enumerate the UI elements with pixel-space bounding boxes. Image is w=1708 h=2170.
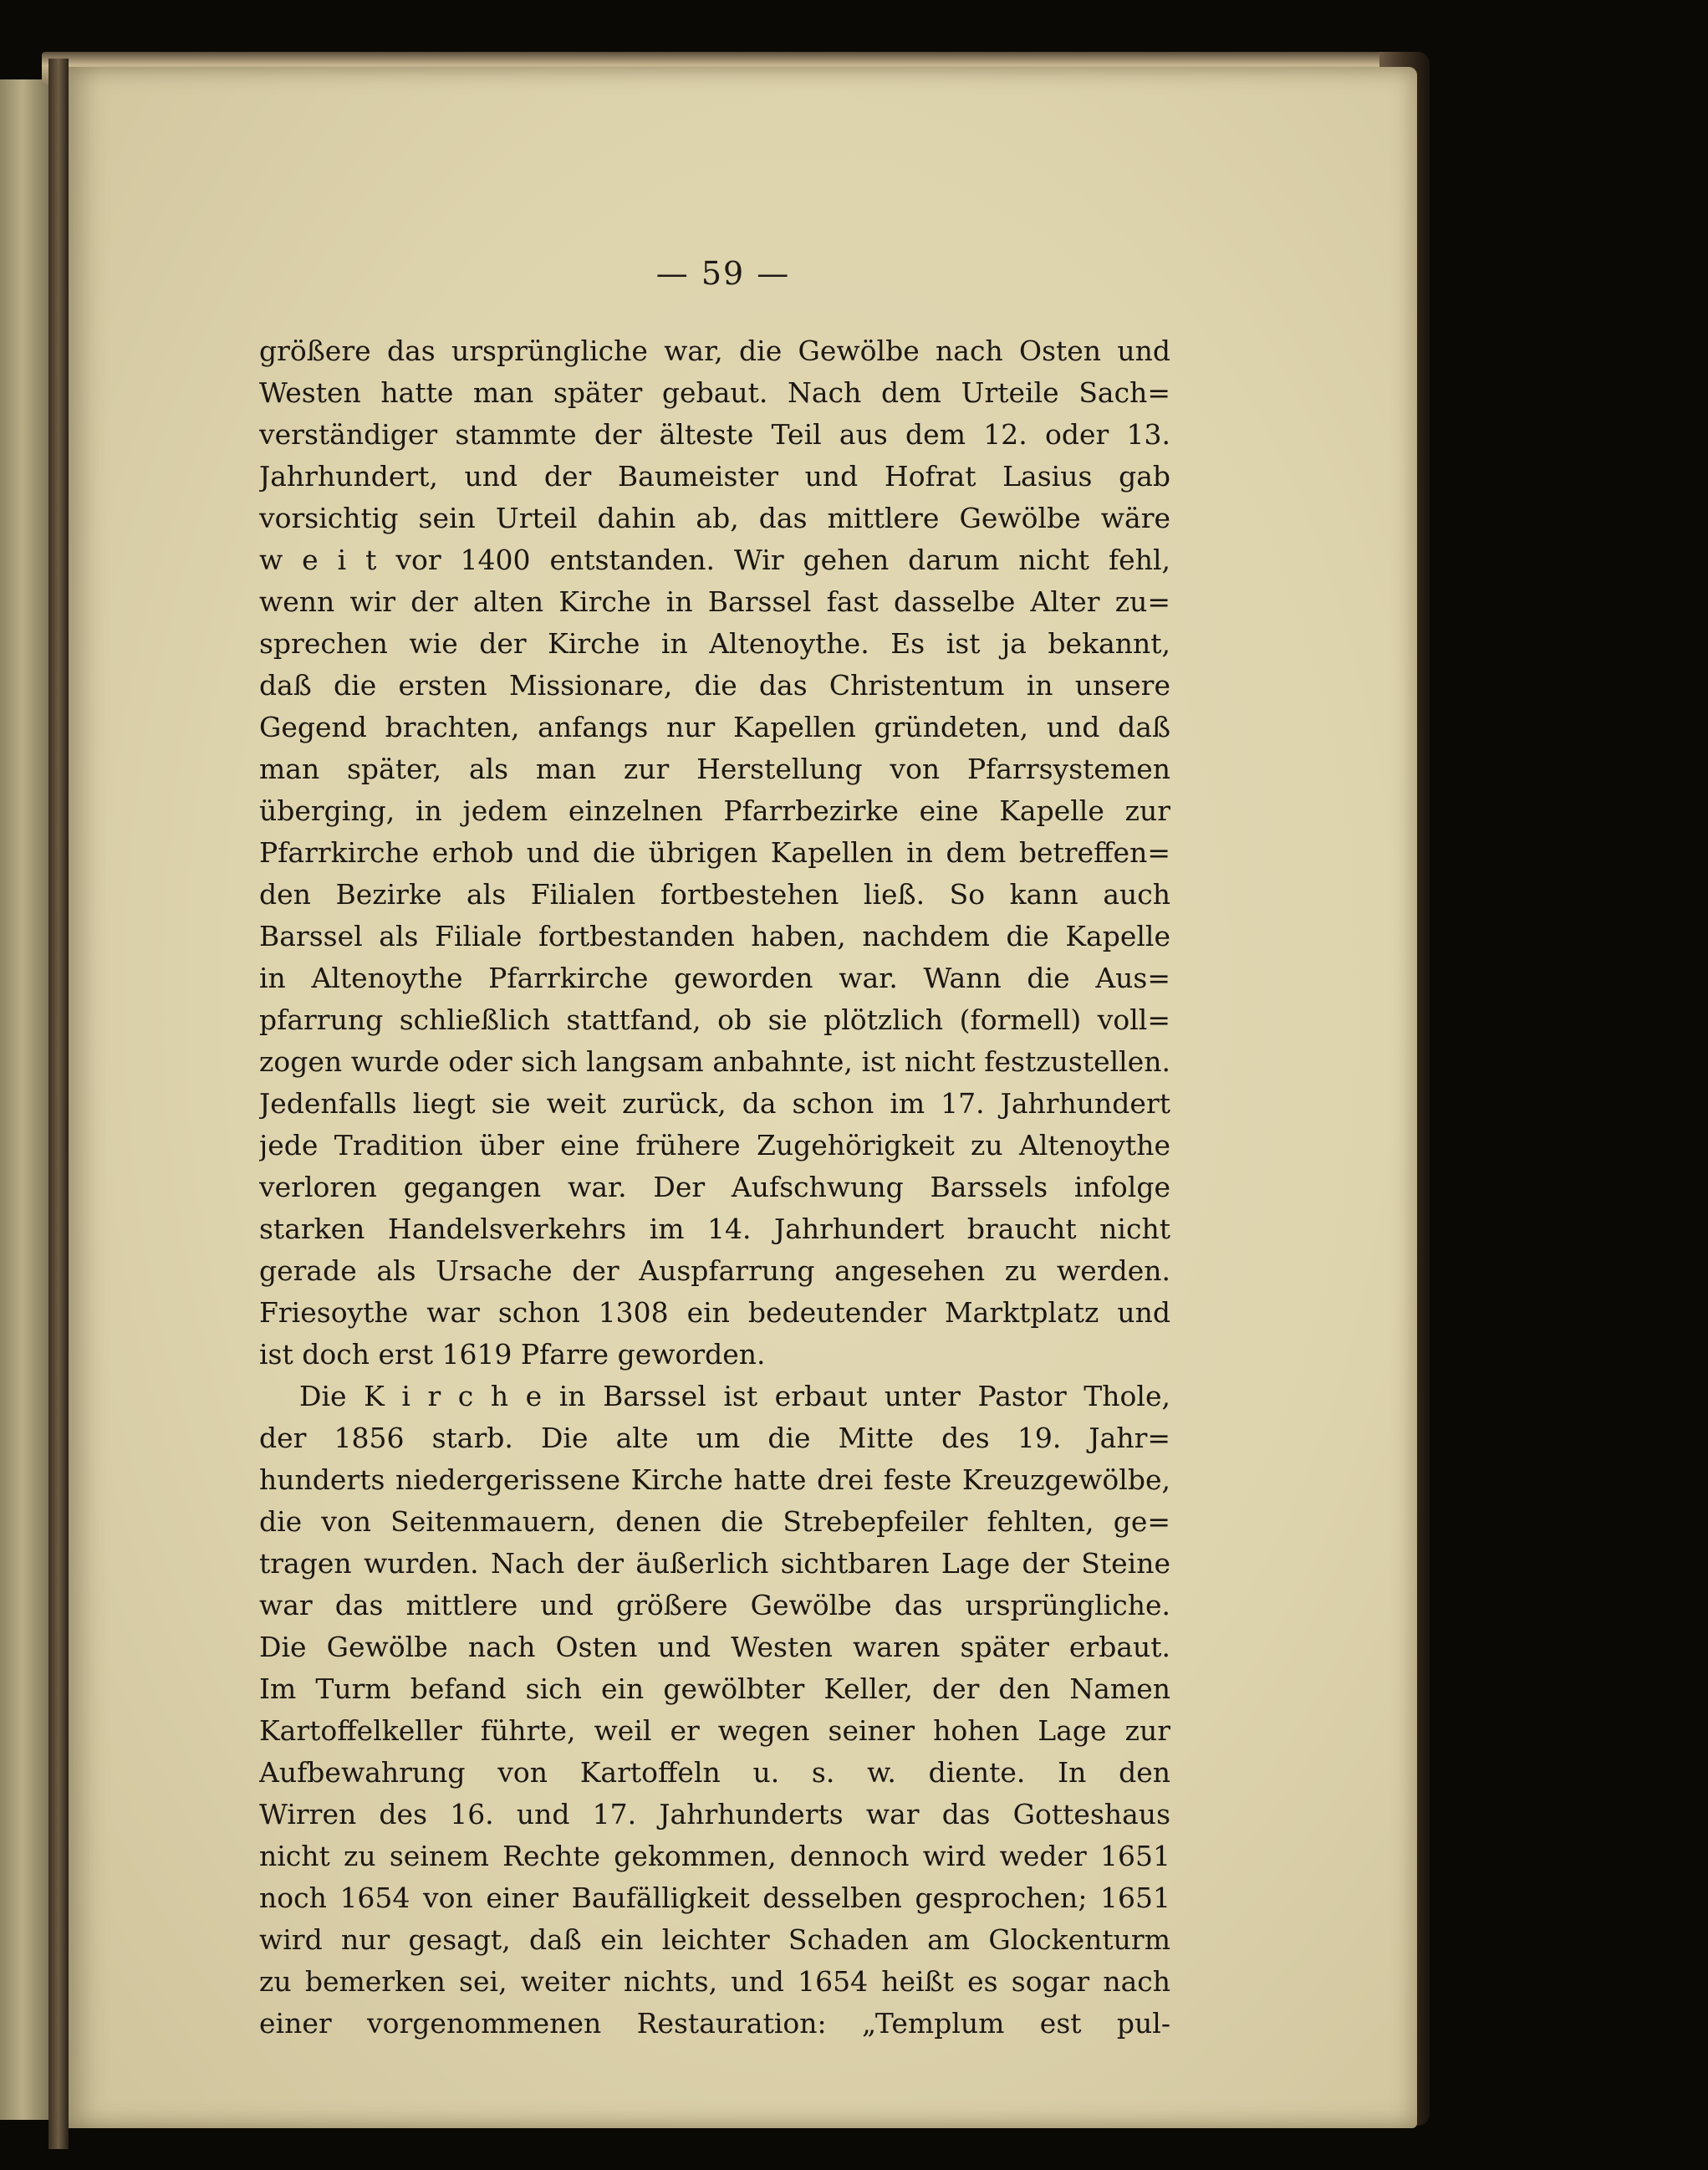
text-line: nicht zu seinem Rechte gekommen, dennoch wird weder 1651	[259, 1840, 1170, 1872]
text-line: der 1856 starb. Die alte um die Mitte des 19. Jahr=	[259, 1422, 1170, 1454]
text-line: größere das ursprüngliche war, die Gewölbe nach Osten und	[259, 334, 1170, 367]
text-line: gerade als Ursache der Auspfarrung angesehen zu werden.	[259, 1254, 1170, 1287]
text-line: daß die ersten Missionare, die das Christentum in unsere	[259, 669, 1170, 702]
text-line: verständiger stammte der älteste Teil aus dem 12. oder 13.	[259, 418, 1170, 451]
text-line: war das mittlere und größere Gewölbe das ursprüngliche.	[259, 1589, 1170, 1621]
text-line: Barssel als Filiale fortbestanden haben, nachdem die Kapelle	[259, 920, 1170, 952]
text-line: Westen hatte man später gebaut. Nach dem Urteile Sach=	[259, 376, 1170, 409]
text-line: Aufbewahrung von Kartoffeln u. s. w. diente. In den	[259, 1756, 1170, 1789]
text-line: noch 1654 von einer Baufälligkeit desselben gesprochen; 1651	[259, 1882, 1170, 1914]
paragraph-start-line: Die K i r c h e in Barssel ist erbaut unter Pastor Thole,	[299, 1380, 1170, 1412]
text-line: tragen wurden. Nach der äußerlich sichtbaren Lage der Steine	[259, 1547, 1170, 1580]
page-number: — 59 —	[655, 255, 791, 292]
text-line: einer vorgenommenen Restauration: „Templum est pul-	[259, 2007, 1170, 2040]
text-line: sprechen wie der Kirche in Altenoythe. Es ist ja bekannt,	[259, 627, 1170, 660]
text-line: die von Seitenmauern, denen die Strebepfeiler fehlten, ge=	[259, 1505, 1170, 1538]
text-line: wird nur gesagt, daß ein leichter Schaden am Glockenturm	[259, 1923, 1170, 1956]
text-line: Jedenfalls liegt sie weit zurück, da schon im 17. Jahrhundert	[259, 1087, 1170, 1120]
text-line: Kartoffelkeller führte, weil er wegen seiner hohen Lage zur	[259, 1714, 1170, 1747]
text-line: Die Gewölbe nach Osten und Westen waren später erbaut.	[259, 1631, 1170, 1663]
text-line: jede Tradition über eine frühere Zugehörigkeit zu Altenoythe	[259, 1129, 1170, 1162]
text-line: zu bemerken sei, weiter nichts, und 1654 heißt es sogar nach	[259, 1965, 1170, 1998]
text-line: Pfarrkirche erhob und die übrigen Kapellen in dem betreffen=	[259, 836, 1170, 869]
text-line: w e i t vor 1400 entstanden. Wir gehen darum nicht fehl,	[259, 544, 1170, 576]
text-line: Wirren des 16. und 17. Jahrhunderts war das Gotteshaus	[259, 1798, 1170, 1830]
text-line: hunderts niedergerissene Kirche hatte drei feste Kreuzgewölbe,	[259, 1463, 1170, 1496]
body-text	[259, 330, 1170, 2045]
book-spine	[48, 59, 69, 2149]
text-line: überging, in jedem einzelnen Pfarrbezirke eine Kapelle zur	[259, 794, 1170, 827]
text-line: Friesoythe war schon 1308 ein bedeutender Marktplatz und	[259, 1296, 1170, 1329]
text-line: pfarrung schließlich stattfand, ob sie plötzlich (formell) voll=	[259, 1003, 1170, 1036]
text-line: in Altenoythe Pfarrkirche geworden war. Wann die Aus=	[259, 962, 1170, 994]
text-line: verloren gegangen war. Der Aufschwung Barssels infolge	[259, 1171, 1170, 1203]
text-line: Jahrhundert, und der Baumeister und Hofrat Lasius gab	[259, 460, 1170, 493]
text-line: den Bezirke als Filialen fortbestehen ließ. So kann auch	[259, 878, 1170, 911]
text-line: wenn wir der alten Kirche in Barssel fast dasselbe Alter zu=	[259, 585, 1170, 618]
text-line: starken Handelsverkehrs im 14. Jahrhundert braucht nicht	[259, 1213, 1170, 1245]
previous-page-edge	[0, 79, 53, 2120]
text-line: vorsichtig sein Urteil dahin ab, das mittlere Gewölbe wäre	[259, 502, 1170, 534]
text-line: ist doch erst 1619 Pfarre geworden.	[259, 1338, 766, 1371]
text-line: Gegend brachten, anfangs nur Kapellen gründeten, und daß	[259, 711, 1170, 743]
text-line: man später, als man zur Herstellung von Pfarrsystemen	[259, 753, 1170, 785]
text-line: Im Turm befand sich ein gewölbter Keller, der den Namen	[259, 1672, 1170, 1705]
text-line: zogen wurde oder sich langsam anbahnte, ist nicht festzustellen.	[259, 1045, 1170, 1078]
